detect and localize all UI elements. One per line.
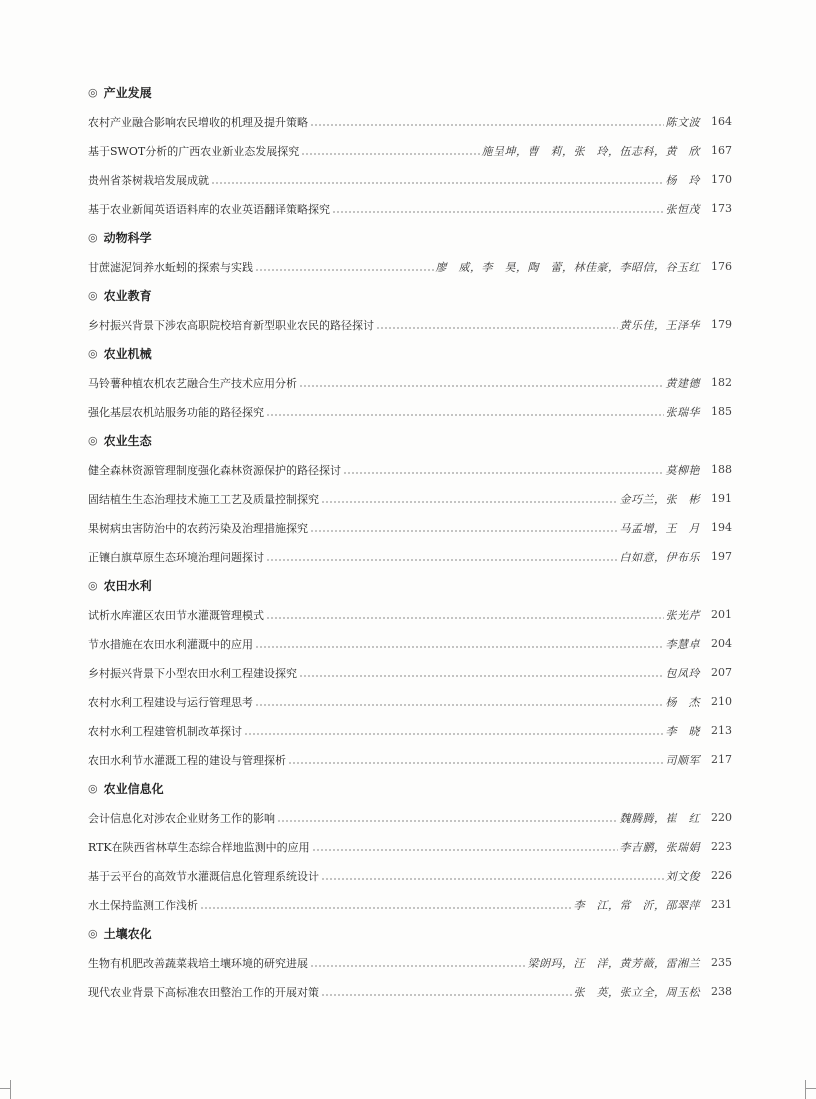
- section-heading: [88, 426, 732, 455]
- article-authors: 张光芹: [665, 608, 700, 622]
- toc-entry[interactable]: [88, 397, 732, 426]
- section-heading: [88, 78, 732, 107]
- article-authors: 刘文俊: [665, 869, 700, 883]
- article-authors: 施呈坤，曹 莉，张 玲，伍志科，黄 欣: [481, 144, 700, 158]
- article-title: 基于云平台的高效节水灌溉信息化管理系统设计: [88, 869, 319, 883]
- article-authors: 杨 玲: [665, 173, 700, 187]
- page-number: 213: [711, 724, 732, 737]
- toc-entry[interactable]: [88, 513, 732, 542]
- dot-leader: [299, 675, 664, 677]
- toc-entry[interactable]: [88, 484, 732, 513]
- circle-bullet-icon: ◎: [88, 231, 98, 244]
- dot-leader: [255, 269, 434, 271]
- circle-bullet-icon: ◎: [88, 927, 98, 940]
- section-heading: [88, 339, 732, 368]
- toc-entry[interactable]: [88, 861, 732, 890]
- dot-leader: [266, 617, 664, 619]
- article-title: 生物有机肥改善蔬菜栽培土壤环境的研究进展: [88, 956, 308, 970]
- toc-entry[interactable]: [88, 310, 732, 339]
- dot-leader: [310, 530, 618, 532]
- circle-bullet-icon: ◎: [88, 434, 98, 447]
- page-number: 226: [711, 869, 732, 882]
- toc-entry[interactable]: [88, 368, 732, 397]
- article-title: 马铃薯种植农机农艺融合生产技术应用分析: [88, 376, 297, 390]
- toc-entry[interactable]: [88, 136, 732, 165]
- article-authors: 包凤玲: [665, 666, 700, 680]
- circle-bullet-icon: ◎: [88, 579, 98, 592]
- article-authors: 李慧卓: [665, 637, 700, 651]
- page-number: 217: [711, 753, 732, 766]
- page-number: 197: [711, 550, 732, 563]
- dot-leader: [332, 211, 664, 213]
- article-title: 甘蔗滤泥饲养水蚯蚓的探索与实践: [88, 260, 253, 274]
- toc-entry[interactable]: [88, 745, 732, 774]
- article-authors: 黄乐佳，王泽华: [619, 318, 700, 332]
- crop-mark: [10, 1080, 11, 1099]
- article-title: 农村产业融合影响农民增收的机理及提升策略: [88, 115, 308, 129]
- article-title: 农村水利工程建管机制改革探讨: [88, 724, 242, 738]
- dot-leader: [301, 153, 479, 155]
- article-authors: 黄建德: [665, 376, 700, 390]
- section-heading-label: 产业发展: [103, 86, 152, 100]
- article-title: 贵州省茶树栽培发展成就: [88, 173, 209, 187]
- page-number: 188: [711, 463, 732, 476]
- article-title: 强化基层农机站服务功能的路径探究: [88, 405, 264, 419]
- article-title: 乡村振兴背景下涉农高职院校培育新型职业农民的路径探讨: [88, 318, 374, 332]
- page-number: 210: [711, 695, 732, 708]
- page-number: 164: [711, 115, 732, 128]
- dot-leader: [321, 994, 572, 996]
- page-number: 235: [711, 956, 732, 969]
- crop-mark: [806, 1088, 816, 1089]
- crop-mark: [805, 1080, 806, 1099]
- article-authors: 魏腾腾，崔 红: [619, 811, 700, 825]
- dot-leader: [255, 646, 664, 648]
- dot-leader: [288, 762, 664, 764]
- page-number: 176: [711, 260, 732, 273]
- toc-entry[interactable]: [88, 948, 732, 977]
- dot-leader: [310, 965, 526, 967]
- article-authors: 白如意，伊布乐: [619, 550, 700, 564]
- page-number: 191: [711, 492, 732, 505]
- article-authors: 李 晓: [665, 724, 700, 738]
- dot-leader: [255, 704, 664, 706]
- section-heading: [88, 571, 732, 600]
- dot-leader: [321, 501, 618, 503]
- article-title: 正镶白旗草原生态环境治理问题探讨: [88, 550, 264, 564]
- dot-leader: [244, 733, 664, 735]
- toc-entry[interactable]: [88, 890, 732, 919]
- page-number: 167: [711, 144, 732, 157]
- page-number: 179: [711, 318, 732, 331]
- article-authors: 张恒茂: [665, 202, 700, 216]
- section-heading: [88, 223, 732, 252]
- toc-entry[interactable]: [88, 165, 732, 194]
- section-heading: [88, 281, 732, 310]
- page-number: 238: [711, 985, 732, 998]
- page-number: 201: [711, 608, 732, 621]
- article-title: 试析水库灌区农田节水灌溉管理模式: [88, 608, 264, 622]
- article-title: 健全森林资源管理制度强化森林资源保护的路径探讨: [88, 463, 341, 477]
- dot-leader: [376, 327, 618, 329]
- dot-leader: [312, 849, 618, 851]
- article-title: 节水措施在农田水利灌溉中的应用: [88, 637, 253, 651]
- toc-entry[interactable]: [88, 977, 732, 1006]
- article-title: 乡村振兴背景下小型农田水利工程建设探究: [88, 666, 297, 680]
- article-title: 水土保持监测工作浅析: [88, 898, 198, 912]
- crop-mark: [0, 1088, 10, 1089]
- article-authors: 陈文波: [665, 115, 700, 129]
- toc-entry[interactable]: [88, 252, 732, 281]
- dot-leader: [343, 472, 664, 474]
- circle-bullet-icon: ◎: [88, 782, 98, 795]
- dot-leader: [200, 907, 572, 909]
- article-authors: 张瑞华: [665, 405, 700, 419]
- table-of-contents: [88, 78, 732, 1006]
- article-title: 会计信息化对涉农企业财务工作的影响: [88, 811, 275, 825]
- article-authors: 梁朗玛，汪 洋，黄芳薇，雷湘兰: [527, 956, 700, 970]
- page-number: 185: [711, 405, 732, 418]
- page-number: 207: [711, 666, 732, 679]
- dot-leader: [211, 182, 664, 184]
- section-heading-label: 动物科学: [103, 231, 152, 245]
- section-heading-label: 农业教育: [103, 289, 152, 303]
- section-heading-label: 农田水利: [103, 579, 152, 593]
- article-authors: 金巧兰，张 彬: [619, 492, 700, 506]
- toc-entry[interactable]: [88, 803, 732, 832]
- page-number: 173: [711, 202, 732, 215]
- page-number: 231: [711, 898, 732, 911]
- section-heading-label: 农业机械: [103, 347, 152, 361]
- article-title: 农村水利工程建设与运行管理思考: [88, 695, 253, 709]
- article-authors: 杨 杰: [665, 695, 700, 709]
- article-authors: 莫柳艳: [665, 463, 700, 477]
- dot-leader: [277, 820, 618, 822]
- article-authors: 张 英，张立全，周玉松: [573, 985, 700, 999]
- toc-entry[interactable]: [88, 658, 732, 687]
- article-title: 基于SWOT分析的广西农业新业态发展探究: [88, 144, 300, 158]
- toc-entry[interactable]: [88, 194, 732, 223]
- article-title: 固结植生生态治理技术施工工艺及质量控制探究: [88, 492, 319, 506]
- toc-entry[interactable]: [88, 687, 732, 716]
- article-authors: 廖 威，李 昊，陶 蕾，林佳豪，李昭信，谷玉红: [435, 260, 700, 274]
- article-authors: 司顺军: [665, 753, 700, 767]
- dot-leader: [310, 124, 664, 126]
- circle-bullet-icon: ◎: [88, 289, 98, 302]
- toc-entry[interactable]: [88, 542, 732, 571]
- article-title: RTK在陕西省林草生态综合样地监测中的应用: [88, 840, 310, 854]
- page-number: 170: [711, 173, 732, 186]
- article-title: 现代农业背景下高标准农田整治工作的开展对策: [88, 985, 319, 999]
- article-title: 基于农业新闻英语语料库的农业英语翻译策略探究: [88, 202, 330, 216]
- page-number: 194: [711, 521, 732, 534]
- circle-bullet-icon: ◎: [88, 347, 98, 360]
- page-number: 182: [711, 376, 732, 389]
- article-authors: 李吉鹏，张瑞娟: [619, 840, 700, 854]
- section-heading-label: 农业信息化: [103, 782, 164, 796]
- toc-entry[interactable]: [88, 600, 732, 629]
- dot-leader: [299, 385, 664, 387]
- toc-entry[interactable]: [88, 716, 732, 745]
- page-number: 220: [711, 811, 732, 824]
- section-heading-label: 土壤农化: [103, 927, 152, 941]
- article-title: 果树病虫害防治中的农药污染及治理措施探究: [88, 521, 308, 535]
- section-heading: [88, 774, 732, 803]
- section-heading: [88, 919, 732, 948]
- toc-entry[interactable]: [88, 107, 732, 136]
- dot-leader: [321, 878, 664, 880]
- toc-entry[interactable]: [88, 455, 732, 484]
- page-number: 204: [711, 637, 732, 650]
- article-authors: 李 江，常 沂，邵翠萍: [573, 898, 700, 912]
- page-number: 223: [711, 840, 732, 853]
- dot-leader: [266, 414, 664, 416]
- article-authors: 马孟增，王 月: [619, 521, 700, 535]
- section-heading-label: 农业生态: [103, 434, 152, 448]
- toc-entry[interactable]: [88, 832, 732, 861]
- circle-bullet-icon: ◎: [88, 86, 98, 99]
- toc-entry[interactable]: [88, 629, 732, 658]
- dot-leader: [266, 559, 618, 561]
- article-title: 农田水利节水灌溉工程的建设与管理探析: [88, 753, 286, 767]
